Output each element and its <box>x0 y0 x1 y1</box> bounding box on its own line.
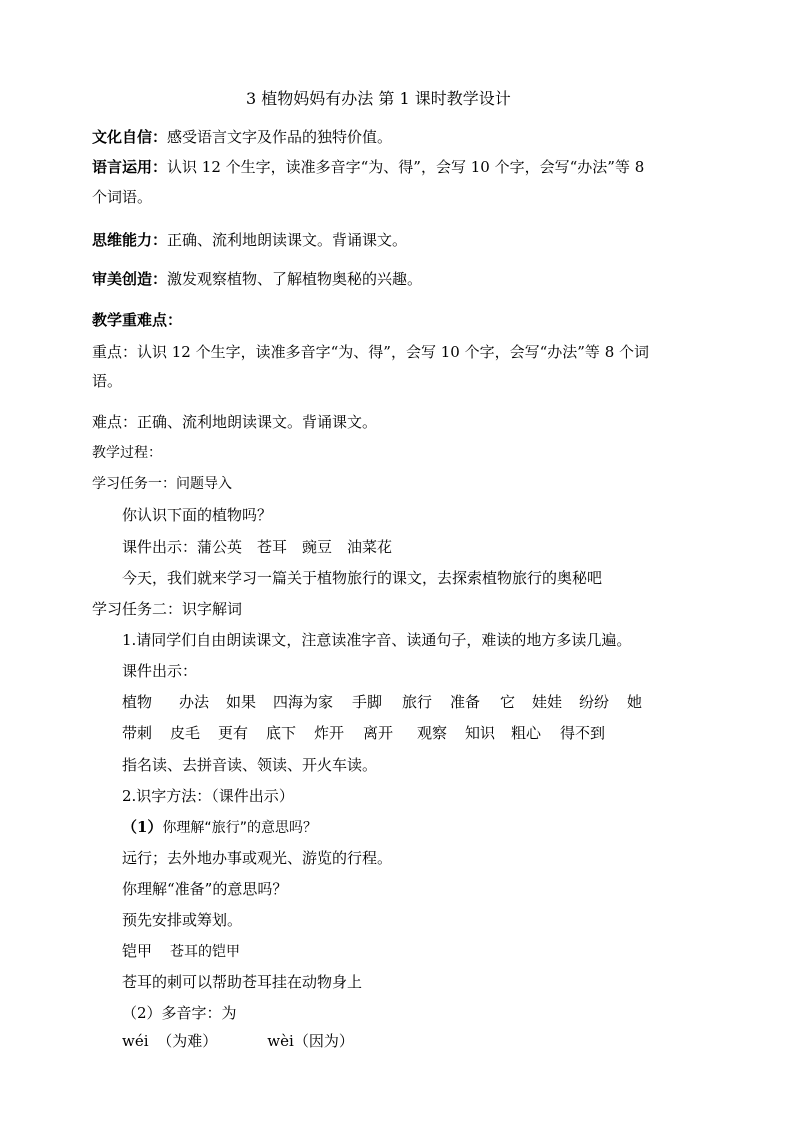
focus-key-cont: 语。 <box>92 372 123 390</box>
focus-key: 重点：认识 12 个生字，读准多音字“为、得”，会写 10 个字，会写“办法”等 8 个词 <box>92 343 650 361</box>
task2-step1: 1.请同学们自由朗读课文，注意读准字音、读通句子，难读的地方多读几遍。 <box>122 631 632 649</box>
answer-2: 预先安排或筹划。 <box>122 911 243 929</box>
goal-culture <box>92 127 392 147</box>
vocab-word: 纷纷 <box>579 693 610 711</box>
goal-language-cont: 个词语。 <box>92 188 153 206</box>
task1-title: 学习任务一：问题导入 <box>92 476 232 492</box>
answer-1: 远行；去外地办事或观光、游览的行程。 <box>122 849 393 867</box>
vocab-word: 办法 <box>179 693 210 711</box>
vocab-word: 如果 <box>226 693 257 711</box>
goal-thinking-text: 正确、流利地朗读课文。背诵课文。 <box>167 231 408 249</box>
vocab-word: 带刺 <box>122 724 153 742</box>
vocab-word: 它 <box>500 693 516 711</box>
page-title: 3 植物妈妈有办法 第 1 课时教学设计 <box>246 89 511 108</box>
vocab-word: 旅行 <box>402 693 433 711</box>
goal-thinking <box>92 230 407 250</box>
vocab-word: 粗心 <box>511 724 542 742</box>
goal-culture-text: 感受语言文字及作品的独特价值。 <box>167 128 393 146</box>
task2-courseware: 课件出示： <box>122 662 198 680</box>
goal-language-text: 认识 12 个生字，读准多音字“为、得”，会写 10 个字，会写“办法”等 8 <box>167 158 645 176</box>
question-1-text: 你理解“旅行”的意思吗？ <box>162 820 317 836</box>
vocab-word: 更有 <box>218 724 249 742</box>
pinyin-wei2-word: （为难） <box>157 1032 218 1050</box>
goal-aesthetic-label: 审美创造： <box>92 270 168 288</box>
pinyin-wei4: wèi <box>267 1032 294 1050</box>
vocab-word: 炸开 <box>314 724 345 742</box>
polyphonic-title: （2）多音字：为 <box>122 1004 237 1022</box>
goal-culture-label: 文化自信： <box>92 128 168 146</box>
pinyin-wei2: wéi <box>122 1032 149 1050</box>
process-heading: 教学过程： <box>92 445 162 461</box>
armor-phrase: 苍耳的铠甲 <box>170 944 240 960</box>
vocab-word: 植物 <box>122 693 153 711</box>
armor-word: 铠甲 <box>122 942 153 960</box>
vocab-word: 底下 <box>266 724 297 742</box>
task1-intro: 今天，我们就来学习一篇关于植物旅行的课文，去探索植物旅行的奥秘吧 <box>122 569 603 587</box>
vocab-word: 观察 <box>417 724 448 742</box>
vocab-word: 娃娃 <box>532 693 563 711</box>
goal-aesthetic <box>92 269 422 289</box>
task2-step2: 2.识字方法：（课件出示） <box>122 787 294 805</box>
pinyin-wei4-word: （因为） <box>293 1032 354 1050</box>
armor-sentence: 苍耳的刺可以帮助苍耳挂在动物身上 <box>122 973 363 991</box>
task1-courseware: 课件出示：蒲公英 苍耳 豌豆 油菜花 <box>122 538 393 556</box>
task1-question: 你认识下面的植物吗？ <box>122 506 273 524</box>
task2-title: 学习任务二：识字解词 <box>92 600 243 618</box>
vocab-word: 准备 <box>450 693 481 711</box>
question-1-number: （1） <box>122 818 163 836</box>
armor-line <box>122 941 240 962</box>
vocab-word: 她 <box>627 693 643 711</box>
vocab-word: 皮毛 <box>170 724 201 742</box>
vocab-word: 四海为家 <box>273 693 334 711</box>
goal-language <box>92 157 644 177</box>
question-1 <box>122 817 317 838</box>
vocab-word: 知识 <box>465 724 496 742</box>
vocab-row-1 <box>122 692 642 712</box>
goal-aesthetic-text: 激发观察植物、了解植物奥秘的兴趣。 <box>167 270 423 288</box>
vocab-word: 得不到 <box>560 724 606 742</box>
goal-thinking-label: 思维能力： <box>92 231 168 249</box>
task2-reading-methods: 指名读、去拼音读、领读、开火车读。 <box>122 756 378 774</box>
question-2: 你理解“准备”的意思吗？ <box>122 880 288 898</box>
vocab-row-2 <box>122 723 605 743</box>
vocab-word: 离开 <box>363 724 394 742</box>
focus-difficult: 难点：正确、流利地朗读课文。背诵课文。 <box>92 413 378 431</box>
focus-heading: 教学重难点： <box>92 311 183 329</box>
goal-language-label: 语言运用： <box>92 158 168 176</box>
vocab-word: 手脚 <box>352 693 383 711</box>
polyphonic-readings <box>122 1031 354 1051</box>
